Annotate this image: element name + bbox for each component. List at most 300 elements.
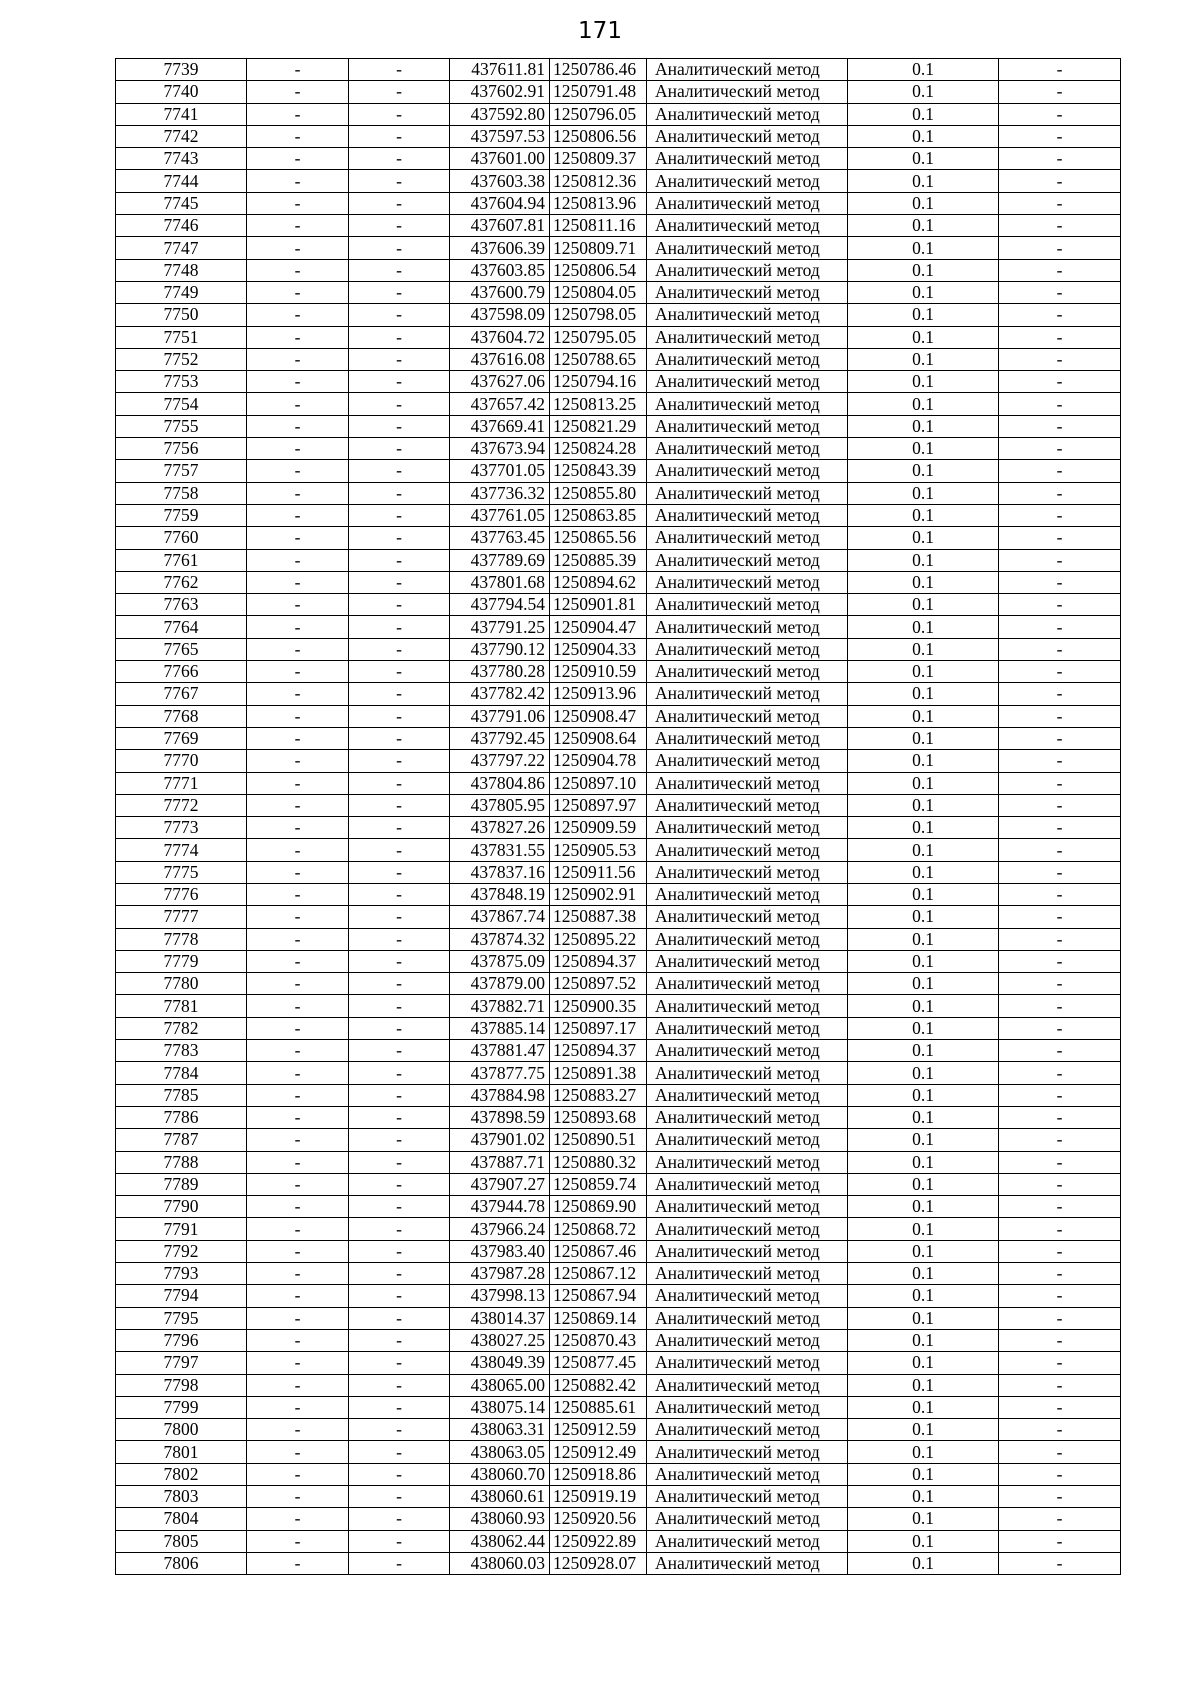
method-cell: Аналитический метод (647, 393, 848, 415)
dash-cell: - (247, 839, 349, 861)
dash-cell: - (247, 59, 349, 81)
point-number-cell: 7762 (116, 571, 247, 593)
table-row (116, 415, 1121, 437)
dash-cell: - (349, 103, 450, 125)
point-number-cell: 7789 (116, 1173, 247, 1195)
note-cell: - (999, 103, 1121, 125)
dash-cell: - (247, 727, 349, 749)
method-cell: Аналитический метод (647, 527, 848, 549)
y-coordinate-cell: 1250794.16 (550, 371, 647, 393)
dash-cell: - (349, 1329, 450, 1351)
y-coordinate-cell: 1250867.12 (550, 1263, 647, 1285)
dash-cell: - (247, 1106, 349, 1128)
y-coordinate-cell: 1250869.90 (550, 1196, 647, 1218)
accuracy-cell: 0.1 (848, 661, 999, 683)
method-cell: Аналитический метод (647, 839, 848, 861)
method-cell: Аналитический метод (647, 371, 848, 393)
accuracy-cell: 0.1 (848, 861, 999, 883)
accuracy-cell: 0.1 (848, 1017, 999, 1039)
point-number-cell: 7771 (116, 772, 247, 794)
accuracy-cell: 0.1 (848, 1240, 999, 1262)
accuracy-cell: 0.1 (848, 1151, 999, 1173)
point-number-cell: 7742 (116, 125, 247, 147)
dash-cell: - (349, 750, 450, 772)
dash-cell: - (349, 1307, 450, 1329)
x-coordinate-cell: 438027.25 (450, 1329, 550, 1351)
note-cell: - (999, 861, 1121, 883)
y-coordinate-cell: 1250894.37 (550, 1040, 647, 1062)
note-cell: - (999, 125, 1121, 147)
note-cell: - (999, 1352, 1121, 1374)
method-cell: Аналитический метод (647, 683, 848, 705)
point-number-cell: 7747 (116, 237, 247, 259)
x-coordinate-cell: 437881.47 (450, 1040, 550, 1062)
dash-cell: - (349, 438, 450, 460)
accuracy-cell: 0.1 (848, 839, 999, 861)
table-row (116, 906, 1121, 928)
note-cell: - (999, 1307, 1121, 1329)
note-cell: - (999, 594, 1121, 616)
y-coordinate-cell: 1250788.65 (550, 348, 647, 370)
dash-cell: - (349, 727, 450, 749)
y-coordinate-cell: 1250894.37 (550, 950, 647, 972)
y-coordinate-cell: 1250904.47 (550, 616, 647, 638)
note-cell: - (999, 1329, 1121, 1351)
method-cell: Аналитический метод (647, 415, 848, 437)
dash-cell: - (247, 861, 349, 883)
y-coordinate-cell: 1250813.96 (550, 192, 647, 214)
note-cell: - (999, 1017, 1121, 1039)
y-coordinate-cell: 1250798.05 (550, 304, 647, 326)
dash-cell: - (349, 1508, 450, 1530)
dash-cell: - (349, 125, 450, 147)
x-coordinate-cell: 437603.85 (450, 259, 550, 281)
note-cell: - (999, 883, 1121, 905)
dash-cell: - (349, 348, 450, 370)
method-cell: Аналитический метод (647, 192, 848, 214)
table-row (116, 1530, 1121, 1552)
table-row (116, 393, 1121, 415)
note-cell: - (999, 438, 1121, 460)
x-coordinate-cell: 437998.13 (450, 1285, 550, 1307)
dash-cell: - (247, 1129, 349, 1151)
dash-cell: - (247, 1084, 349, 1106)
x-coordinate-cell: 438063.31 (450, 1419, 550, 1441)
accuracy-cell: 0.1 (848, 571, 999, 593)
dash-cell: - (349, 1218, 450, 1240)
note-cell: - (999, 1374, 1121, 1396)
accuracy-cell: 0.1 (848, 1329, 999, 1351)
accuracy-cell: 0.1 (848, 482, 999, 504)
y-coordinate-cell: 1250920.56 (550, 1508, 647, 1530)
y-coordinate-cell: 1250890.51 (550, 1129, 647, 1151)
note-cell: - (999, 1062, 1121, 1084)
method-cell: Аналитический метод (647, 1129, 848, 1151)
dash-cell: - (247, 148, 349, 170)
y-coordinate-cell: 1250813.25 (550, 393, 647, 415)
y-coordinate-cell: 1250812.36 (550, 170, 647, 192)
table-row (116, 861, 1121, 883)
point-number-cell: 7782 (116, 1017, 247, 1039)
dash-cell: - (247, 1486, 349, 1508)
table-row (116, 638, 1121, 660)
x-coordinate-cell: 437898.59 (450, 1106, 550, 1128)
y-coordinate-cell: 1250880.32 (550, 1151, 647, 1173)
dash-cell: - (349, 1463, 450, 1485)
point-number-cell: 7774 (116, 839, 247, 861)
method-cell: Аналитический метод (647, 973, 848, 995)
y-coordinate-cell: 1250867.46 (550, 1240, 647, 1262)
x-coordinate-cell: 437804.86 (450, 772, 550, 794)
point-number-cell: 7770 (116, 750, 247, 772)
accuracy-cell: 0.1 (848, 125, 999, 147)
method-cell: Аналитический метод (647, 1508, 848, 1530)
method-cell: Аналитический метод (647, 259, 848, 281)
dash-cell: - (247, 1173, 349, 1195)
point-number-cell: 7773 (116, 817, 247, 839)
dash-cell: - (247, 571, 349, 593)
note-cell: - (999, 81, 1121, 103)
accuracy-cell: 0.1 (848, 1374, 999, 1396)
method-cell: Аналитический метод (647, 1486, 848, 1508)
note-cell: - (999, 1441, 1121, 1463)
x-coordinate-cell: 438060.61 (450, 1486, 550, 1508)
point-number-cell: 7753 (116, 371, 247, 393)
accuracy-cell: 0.1 (848, 1173, 999, 1195)
dash-cell: - (247, 81, 349, 103)
point-number-cell: 7797 (116, 1352, 247, 1374)
dash-cell: - (349, 1106, 450, 1128)
y-coordinate-cell: 1250887.38 (550, 906, 647, 928)
dash-cell: - (349, 1062, 450, 1084)
dash-cell: - (349, 304, 450, 326)
point-number-cell: 7799 (116, 1396, 247, 1418)
method-cell: Аналитический метод (647, 170, 848, 192)
point-number-cell: 7775 (116, 861, 247, 883)
dash-cell: - (349, 571, 450, 593)
method-cell: Аналитический метод (647, 1463, 848, 1485)
point-number-cell: 7806 (116, 1552, 247, 1574)
note-cell: - (999, 170, 1121, 192)
method-cell: Аналитический метод (647, 1196, 848, 1218)
point-number-cell: 7803 (116, 1486, 247, 1508)
dash-cell: - (247, 460, 349, 482)
table-row (116, 794, 1121, 816)
x-coordinate-cell: 437901.02 (450, 1129, 550, 1151)
note-cell: - (999, 995, 1121, 1017)
table-row (116, 348, 1121, 370)
table-row (116, 304, 1121, 326)
dash-cell: - (247, 549, 349, 571)
accuracy-cell: 0.1 (848, 594, 999, 616)
table-row (116, 1486, 1121, 1508)
table-row (116, 772, 1121, 794)
dash-cell: - (247, 883, 349, 905)
x-coordinate-cell: 437761.05 (450, 504, 550, 526)
method-cell: Аналитический метод (647, 1419, 848, 1441)
x-coordinate-cell: 437592.80 (450, 103, 550, 125)
y-coordinate-cell: 1250897.52 (550, 973, 647, 995)
dash-cell: - (349, 237, 450, 259)
dash-cell: - (247, 281, 349, 303)
x-coordinate-cell: 437801.68 (450, 571, 550, 593)
y-coordinate-cell: 1250809.37 (550, 148, 647, 170)
table-row (116, 594, 1121, 616)
note-cell: - (999, 794, 1121, 816)
x-coordinate-cell: 438049.39 (450, 1352, 550, 1374)
dash-cell: - (349, 839, 450, 861)
dash-cell: - (349, 504, 450, 526)
accuracy-cell: 0.1 (848, 883, 999, 905)
x-coordinate-cell: 437673.94 (450, 438, 550, 460)
dash-cell: - (247, 1040, 349, 1062)
dash-cell: - (349, 259, 450, 281)
y-coordinate-cell: 1250795.05 (550, 326, 647, 348)
x-coordinate-cell: 437791.25 (450, 616, 550, 638)
y-coordinate-cell: 1250786.46 (550, 59, 647, 81)
accuracy-cell: 0.1 (848, 1396, 999, 1418)
method-cell: Аналитический метод (647, 504, 848, 526)
dash-cell: - (247, 1552, 349, 1574)
method-cell: Аналитический метод (647, 928, 848, 950)
dash-cell: - (349, 549, 450, 571)
y-coordinate-cell: 1250905.53 (550, 839, 647, 861)
dash-cell: - (349, 1017, 450, 1039)
method-cell: Аналитический метод (647, 772, 848, 794)
dash-cell: - (349, 1173, 450, 1195)
dash-cell: - (247, 1151, 349, 1173)
dash-cell: - (247, 1218, 349, 1240)
x-coordinate-cell: 437831.55 (450, 839, 550, 861)
dash-cell: - (349, 661, 450, 683)
method-cell: Аналитический метод (647, 1441, 848, 1463)
x-coordinate-cell: 437987.28 (450, 1263, 550, 1285)
accuracy-cell: 0.1 (848, 1486, 999, 1508)
table-row (116, 103, 1121, 125)
table-row (116, 950, 1121, 972)
accuracy-cell: 0.1 (848, 750, 999, 772)
note-cell: - (999, 1240, 1121, 1262)
note-cell: - (999, 750, 1121, 772)
y-coordinate-cell: 1250897.97 (550, 794, 647, 816)
note-cell: - (999, 1396, 1121, 1418)
dash-cell: - (349, 1374, 450, 1396)
x-coordinate-cell: 437600.79 (450, 281, 550, 303)
y-coordinate-cell: 1250877.45 (550, 1352, 647, 1374)
y-coordinate-cell: 1250922.89 (550, 1530, 647, 1552)
point-number-cell: 7802 (116, 1463, 247, 1485)
method-cell: Аналитический метод (647, 304, 848, 326)
x-coordinate-cell: 437983.40 (450, 1240, 550, 1262)
method-cell: Аналитический метод (647, 438, 848, 460)
dash-cell: - (349, 973, 450, 995)
table-row (116, 1307, 1121, 1329)
note-cell: - (999, 1040, 1121, 1062)
x-coordinate-cell: 437874.32 (450, 928, 550, 950)
note-cell: - (999, 237, 1121, 259)
accuracy-cell: 0.1 (848, 415, 999, 437)
method-cell: Аналитический метод (647, 950, 848, 972)
x-coordinate-cell: 437601.00 (450, 148, 550, 170)
method-cell: Аналитический метод (647, 1151, 848, 1173)
y-coordinate-cell: 1250791.48 (550, 81, 647, 103)
x-coordinate-cell: 437780.28 (450, 661, 550, 683)
dash-cell: - (349, 616, 450, 638)
accuracy-cell: 0.1 (848, 1106, 999, 1128)
y-coordinate-cell: 1250821.29 (550, 415, 647, 437)
table-row (116, 371, 1121, 393)
method-cell: Аналитический метод (647, 594, 848, 616)
accuracy-cell: 0.1 (848, 616, 999, 638)
dash-cell: - (247, 527, 349, 549)
note-cell: - (999, 1151, 1121, 1173)
table-row (116, 995, 1121, 1017)
accuracy-cell: 0.1 (848, 1084, 999, 1106)
dash-cell: - (349, 906, 450, 928)
y-coordinate-cell: 1250885.61 (550, 1396, 647, 1418)
point-number-cell: 7785 (116, 1084, 247, 1106)
y-coordinate-cell: 1250868.72 (550, 1218, 647, 1240)
dash-cell: - (349, 683, 450, 705)
point-number-cell: 7758 (116, 482, 247, 504)
x-coordinate-cell: 437875.09 (450, 950, 550, 972)
y-coordinate-cell: 1250901.81 (550, 594, 647, 616)
dash-cell: - (349, 705, 450, 727)
method-cell: Аналитический метод (647, 1352, 848, 1374)
accuracy-cell: 0.1 (848, 1263, 999, 1285)
accuracy-cell: 0.1 (848, 527, 999, 549)
y-coordinate-cell: 1250893.68 (550, 1106, 647, 1128)
dash-cell: - (247, 438, 349, 460)
dash-cell: - (247, 125, 349, 147)
dash-cell: - (349, 1285, 450, 1307)
x-coordinate-cell: 437884.98 (450, 1084, 550, 1106)
dash-cell: - (247, 1329, 349, 1351)
accuracy-cell: 0.1 (848, 1062, 999, 1084)
dash-cell: - (349, 995, 450, 1017)
y-coordinate-cell: 1250806.54 (550, 259, 647, 281)
method-cell: Аналитический метод (647, 661, 848, 683)
point-number-cell: 7783 (116, 1040, 247, 1062)
method-cell: Аналитический метод (647, 571, 848, 593)
dash-cell: - (349, 1396, 450, 1418)
x-coordinate-cell: 437867.74 (450, 906, 550, 928)
accuracy-cell: 0.1 (848, 1530, 999, 1552)
point-number-cell: 7772 (116, 794, 247, 816)
accuracy-cell: 0.1 (848, 103, 999, 125)
y-coordinate-cell: 1250912.49 (550, 1441, 647, 1463)
note-cell: - (999, 727, 1121, 749)
x-coordinate-cell: 437966.24 (450, 1218, 550, 1240)
accuracy-cell: 0.1 (848, 170, 999, 192)
table-row (116, 1106, 1121, 1128)
y-coordinate-cell: 1250894.62 (550, 571, 647, 593)
note-cell: - (999, 1106, 1121, 1128)
x-coordinate-cell: 437885.14 (450, 1017, 550, 1039)
note-cell: - (999, 1173, 1121, 1195)
method-cell: Аналитический метод (647, 750, 848, 772)
dash-cell: - (349, 1419, 450, 1441)
dash-cell: - (349, 1129, 450, 1151)
accuracy-cell: 0.1 (848, 504, 999, 526)
dash-cell: - (247, 1285, 349, 1307)
method-cell: Аналитический метод (647, 1552, 848, 1574)
dash-cell: - (349, 1263, 450, 1285)
note-cell: - (999, 817, 1121, 839)
table-row (116, 1463, 1121, 1485)
method-cell: Аналитический метод (647, 460, 848, 482)
page-number: 171 (578, 18, 622, 44)
dash-cell: - (349, 460, 450, 482)
y-coordinate-cell: 1250891.38 (550, 1062, 647, 1084)
point-number-cell: 7768 (116, 705, 247, 727)
note-cell: - (999, 950, 1121, 972)
table-row (116, 973, 1121, 995)
dash-cell: - (247, 1396, 349, 1418)
note-cell: - (999, 281, 1121, 303)
note-cell: - (999, 1530, 1121, 1552)
table-row (116, 616, 1121, 638)
note-cell: - (999, 1129, 1121, 1151)
point-number-cell: 7744 (116, 170, 247, 192)
method-cell: Аналитический метод (647, 906, 848, 928)
dash-cell: - (349, 281, 450, 303)
y-coordinate-cell: 1250895.22 (550, 928, 647, 950)
table-row (116, 482, 1121, 504)
y-coordinate-cell: 1250870.43 (550, 1329, 647, 1351)
point-number-cell: 7784 (116, 1062, 247, 1084)
accuracy-cell: 0.1 (848, 460, 999, 482)
x-coordinate-cell: 437790.12 (450, 638, 550, 660)
accuracy-cell: 0.1 (848, 81, 999, 103)
x-coordinate-cell: 437797.22 (450, 750, 550, 772)
method-cell: Аналитический метод (647, 727, 848, 749)
x-coordinate-cell: 437877.75 (450, 1062, 550, 1084)
note-cell: - (999, 1285, 1121, 1307)
table-row (116, 237, 1121, 259)
note-cell: - (999, 549, 1121, 571)
dash-cell: - (247, 705, 349, 727)
dash-cell: - (349, 371, 450, 393)
table-row (116, 59, 1121, 81)
dash-cell: - (247, 1508, 349, 1530)
point-number-cell: 7779 (116, 950, 247, 972)
method-cell: Аналитический метод (647, 549, 848, 571)
table-row (116, 1196, 1121, 1218)
note-cell: - (999, 259, 1121, 281)
table-row (116, 192, 1121, 214)
accuracy-cell: 0.1 (848, 928, 999, 950)
accuracy-cell: 0.1 (848, 59, 999, 81)
accuracy-cell: 0.1 (848, 326, 999, 348)
dash-cell: - (247, 1062, 349, 1084)
method-cell: Аналитический метод (647, 1285, 848, 1307)
dash-cell: - (247, 1441, 349, 1463)
note-cell: - (999, 616, 1121, 638)
note-cell: - (999, 705, 1121, 727)
method-cell: Аналитический метод (647, 482, 848, 504)
note-cell: - (999, 571, 1121, 593)
y-coordinate-cell: 1250910.59 (550, 661, 647, 683)
point-number-cell: 7776 (116, 883, 247, 905)
y-coordinate-cell: 1250897.17 (550, 1017, 647, 1039)
accuracy-cell: 0.1 (848, 727, 999, 749)
accuracy-cell: 0.1 (848, 1441, 999, 1463)
point-number-cell: 7757 (116, 460, 247, 482)
table-row (116, 1285, 1121, 1307)
dash-cell: - (247, 237, 349, 259)
table-row (116, 504, 1121, 526)
